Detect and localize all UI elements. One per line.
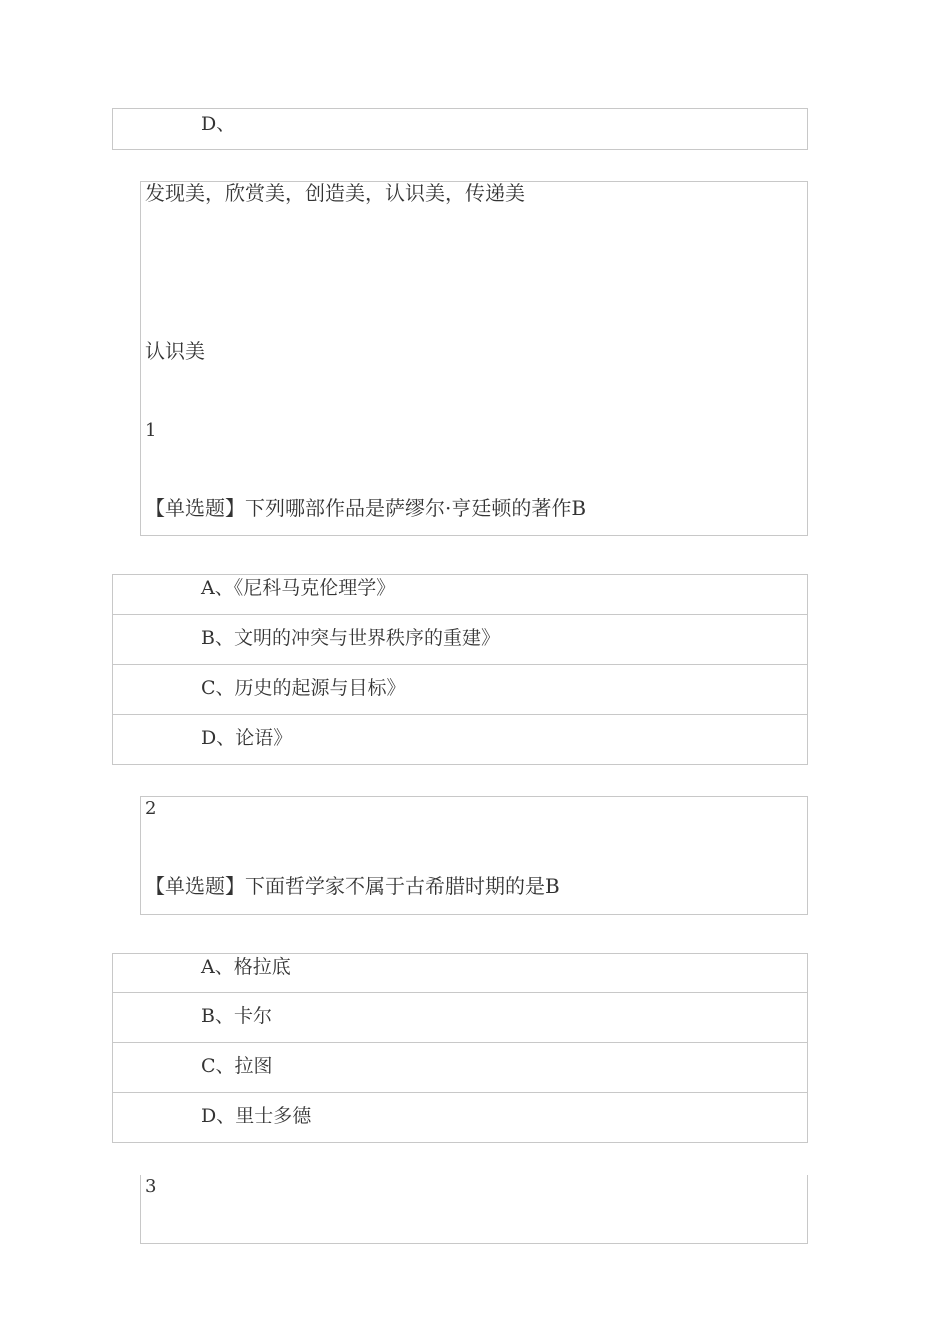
option-d: D、里士多德 <box>201 1105 312 1127</box>
option-row <box>113 665 807 715</box>
option-row <box>113 1043 807 1093</box>
option-c: C、历史的起源与目标》 <box>201 677 406 699</box>
option-row <box>113 954 807 993</box>
question-block-1 <box>140 181 808 536</box>
options-table-1 <box>112 574 808 765</box>
option-row <box>113 1093 807 1143</box>
option-row <box>113 615 807 665</box>
option-c: C、拉图 <box>201 1055 273 1077</box>
option-d: D、论语》 <box>201 727 293 749</box>
question-text: 【单选题】下面哲学家不属于古希腊时期的是B <box>145 874 560 898</box>
question-block-2 <box>140 796 808 915</box>
question-number: 2 <box>145 798 157 819</box>
option-a: A、《尼科马克伦理学》 <box>201 577 396 599</box>
option-row <box>113 993 807 1043</box>
option-b: B、卡尔 <box>201 1005 272 1027</box>
options-table-2 <box>112 953 808 1143</box>
option-b: B、文明的冲突与世界秩序的重建》 <box>201 627 500 649</box>
answer-text: 认识美 <box>145 339 205 363</box>
question-number: 1 <box>145 420 157 441</box>
option-row <box>113 715 807 765</box>
statement-text: 发现美，欣赏美，创造美，认识美，传递美 <box>145 181 525 205</box>
option-a: A、格拉底 <box>201 956 291 978</box>
option-label: D、 <box>201 113 236 135</box>
question-number: 3 <box>145 1176 157 1197</box>
option-row <box>112 108 808 150</box>
question-block-3 <box>140 1175 808 1244</box>
question-text: 【单选题】下列哪部作品是萨缪尔·亨廷顿的著作B <box>145 496 587 520</box>
option-row <box>113 575 807 615</box>
